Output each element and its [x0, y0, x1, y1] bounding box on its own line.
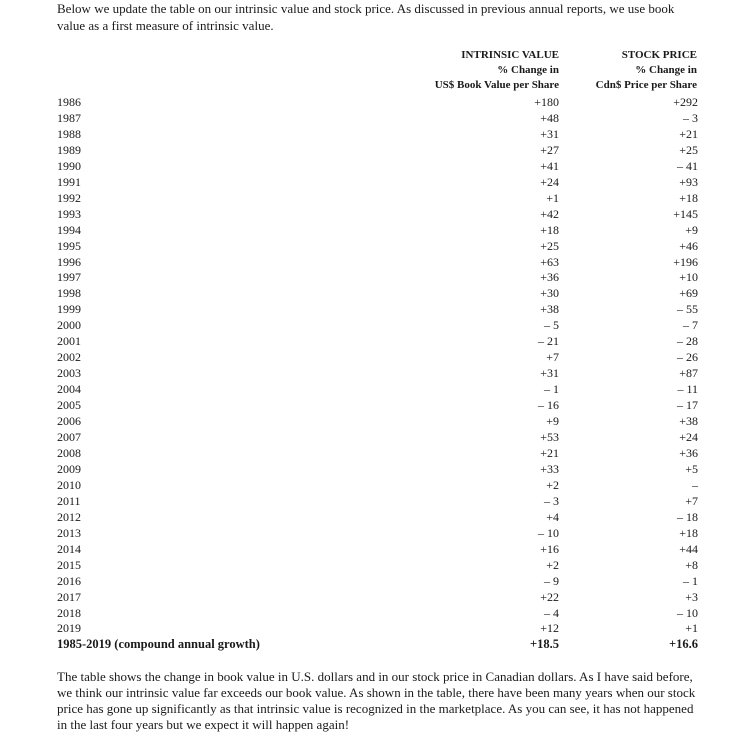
intrinsic-value-cell: +31: [540, 366, 559, 381]
table-row: [57, 621, 698, 637]
intrinsic-value-cell: +22: [540, 589, 559, 604]
summary-row: [57, 637, 698, 653]
intrinsic-value-cell: +16: [540, 541, 559, 556]
year-cell: 2014: [57, 541, 81, 556]
intrinsic-value-cell: +41: [540, 158, 559, 173]
stock-price-cell: +7: [685, 493, 698, 508]
intrinsic-value-cell: +1: [546, 190, 559, 205]
stock-price-cell: +87: [679, 366, 698, 381]
stock-price-cell: +38: [679, 414, 698, 429]
year-cell: 2017: [57, 589, 81, 604]
stock-price-cell: – 41: [677, 158, 698, 173]
intrinsic-value-cell: +33: [540, 461, 559, 476]
stock-price-cell: +36: [679, 445, 698, 460]
performance-table: [57, 95, 698, 653]
table-row: [57, 526, 698, 542]
intrinsic-value-cell: +2: [546, 557, 559, 572]
performance-table-summary: [57, 637, 698, 653]
intrinsic-value-cell: – 9: [544, 573, 559, 588]
stock-price-cell: +292: [673, 95, 698, 109]
stock-price-header-subtitle: % Change in: [635, 64, 697, 76]
stock-price-cell: +25: [679, 142, 698, 157]
stock-price-header-unit: Cdn$ Price per Share: [595, 79, 697, 91]
intrinsic-value-cell: +27: [540, 142, 559, 157]
stock-price-cell: – 17: [677, 398, 698, 413]
table-row: [57, 446, 698, 462]
summary-stock-price: +16.6: [669, 637, 698, 652]
stock-price-header: [569, 48, 697, 93]
table-row: [57, 366, 698, 382]
intrinsic-value-cell: +42: [540, 206, 559, 221]
intrinsic-value-cell: – 16: [538, 398, 559, 413]
table-row: [57, 143, 698, 159]
stock-price-cell: +3: [685, 589, 698, 604]
table-row: [57, 207, 698, 223]
table-row: [57, 462, 698, 478]
intrinsic-value-cell: – 10: [538, 525, 559, 540]
intrinsic-value-cell: +9: [546, 414, 559, 429]
table-row: [57, 590, 698, 606]
year-cell: 2002: [57, 350, 81, 365]
intrinsic-value-cell: +36: [540, 270, 559, 285]
year-cell: 2010: [57, 477, 81, 492]
stock-price-cell: +10: [679, 270, 698, 285]
year-cell: 1997: [57, 270, 81, 285]
stock-price-cell: – 11: [677, 382, 698, 397]
stock-price-cell: +46: [679, 238, 698, 253]
table-row: [57, 95, 698, 111]
stock-price-cell: +145: [673, 206, 698, 221]
intrinsic-value-cell: – 21: [538, 334, 559, 349]
intrinsic-value-cell: +2: [546, 477, 559, 492]
year-cell: 1988: [57, 126, 81, 141]
table-row: [57, 510, 698, 526]
stock-price-cell: +1: [685, 621, 698, 636]
year-cell: 1995: [57, 238, 81, 253]
year-cell: 1993: [57, 206, 81, 221]
table-row: [57, 318, 698, 334]
stock-price-cell: +69: [679, 286, 698, 301]
year-cell: 2012: [57, 509, 81, 524]
year-cell: 1991: [57, 174, 81, 189]
year-cell: 2007: [57, 430, 81, 445]
table-row: [57, 270, 698, 286]
intrinsic-value-cell: +180: [534, 95, 559, 109]
table-row: [57, 255, 698, 271]
intrinsic-value-cell: – 4: [544, 605, 559, 620]
intrinsic-value-cell: +12: [540, 621, 559, 636]
year-cell: 2000: [57, 318, 81, 333]
year-cell: 1998: [57, 286, 81, 301]
year-cell: 1990: [57, 158, 81, 173]
stock-price-cell: +93: [679, 174, 698, 189]
year-cell: 1992: [57, 190, 81, 205]
stock-price-cell: – 7: [683, 318, 698, 333]
intrinsic-value-cell: +25: [540, 238, 559, 253]
intrinsic-value-cell: +4: [546, 509, 559, 524]
intrinsic-value-cell: +38: [540, 302, 559, 317]
table-row: [57, 478, 698, 494]
year-cell: 1994: [57, 222, 81, 237]
year-cell: 2018: [57, 605, 81, 620]
table-row: [57, 542, 698, 558]
stock-price-cell: – 18: [677, 509, 698, 524]
table-row: [57, 398, 698, 414]
table-row: [57, 223, 698, 239]
year-cell: 2011: [57, 493, 81, 508]
year-cell: 2013: [57, 525, 81, 540]
stock-price-cell: +21: [679, 126, 698, 141]
intrinsic-value-cell: +30: [540, 286, 559, 301]
stock-price-cell: +8: [685, 557, 698, 572]
year-cell: 2003: [57, 366, 81, 381]
table-row: [57, 382, 698, 398]
stock-price-cell: – 26: [677, 350, 698, 365]
stock-price-cell: +196: [673, 254, 698, 269]
table-row: [57, 606, 698, 622]
stock-price-cell: – 1: [683, 573, 698, 588]
table-row: [57, 574, 698, 590]
table-row: [57, 111, 698, 127]
summary-label: 1985-2019 (compound annual growth): [57, 637, 260, 652]
intrinsic-value-header-subtitle: % Change in: [497, 64, 559, 76]
table-row: [57, 159, 698, 175]
intro-paragraph: Below we update the table on our intrinsic value and stock price. As discussed in previous annual reports, we use book value as a first measure of intrinsic value.: [57, 1, 675, 33]
stock-price-cell: +44: [679, 541, 698, 556]
year-cell: 2001: [57, 334, 81, 349]
stock-price-cell: – 55: [677, 302, 698, 317]
table-row: [57, 302, 698, 318]
table-row: [57, 286, 698, 302]
intrinsic-value-cell: +63: [540, 254, 559, 269]
intrinsic-value-cell: – 5: [544, 318, 559, 333]
intrinsic-value-cell: – 3: [544, 493, 559, 508]
year-cell: 2004: [57, 382, 81, 397]
table-row: [57, 430, 698, 446]
table-row: [57, 494, 698, 510]
table-row: [57, 239, 698, 255]
stock-price-cell: –: [692, 477, 698, 492]
intrinsic-value-cell: +31: [540, 126, 559, 141]
intrinsic-value-cell: +21: [540, 445, 559, 460]
intrinsic-value-cell: +53: [540, 430, 559, 445]
stock-price-cell: +24: [679, 430, 698, 445]
table-row: [57, 350, 698, 366]
stock-price-cell: +18: [679, 525, 698, 540]
stock-price-cell: – 28: [677, 334, 698, 349]
year-cell: 1999: [57, 302, 81, 317]
year-cell: 2009: [57, 461, 81, 476]
year-cell: 2015: [57, 557, 81, 572]
stock-price-cell: +9: [685, 222, 698, 237]
year-cell: 1996: [57, 254, 81, 269]
year-cell: 2008: [57, 445, 81, 460]
intrinsic-value-cell: +18: [540, 222, 559, 237]
year-cell: 2019: [57, 621, 81, 636]
intrinsic-value-cell: +24: [540, 174, 559, 189]
outro-paragraph: The table shows the change in book value in U.S. dollars and in our stock price in Canadian dollars. As I have said before, we think our intrinsic value far exceeds our book value. As shown in the table, there have been many years when our stock price has gone up significantly as that intrinsic value is recognized in the marketplace. As you can see, it has not happened in the last four years but we expect it will happen again!: [57, 669, 696, 732]
table-row: [57, 558, 698, 574]
year-cell: 1987: [57, 110, 81, 125]
year-cell: 1989: [57, 142, 81, 157]
performance-table-body: [57, 95, 698, 637]
year-cell: 1986: [57, 95, 81, 109]
year-cell: 2016: [57, 573, 81, 588]
year-cell: 2005: [57, 398, 81, 413]
table-row: [57, 334, 698, 350]
table-row: [57, 191, 698, 207]
stock-price-cell: – 10: [677, 605, 698, 620]
intrinsic-value-cell: +48: [540, 110, 559, 125]
table-row: [57, 175, 698, 191]
table-row: [57, 414, 698, 430]
summary-intrinsic-value: +18.5: [530, 637, 559, 652]
intrinsic-value-header-title: INTRINSIC VALUE: [461, 49, 559, 61]
table-row: [57, 127, 698, 143]
intrinsic-value-header-unit: US$ Book Value per Share: [434, 79, 559, 91]
year-cell: 2006: [57, 414, 81, 429]
stock-price-cell: +5: [685, 461, 698, 476]
stock-price-cell: +18: [679, 190, 698, 205]
stock-price-cell: – 3: [683, 110, 698, 125]
intrinsic-value-cell: +7: [546, 350, 559, 365]
intrinsic-value-header: [400, 48, 559, 93]
intrinsic-value-cell: – 1: [544, 382, 559, 397]
stock-price-header-title: STOCK PRICE: [621, 49, 697, 61]
